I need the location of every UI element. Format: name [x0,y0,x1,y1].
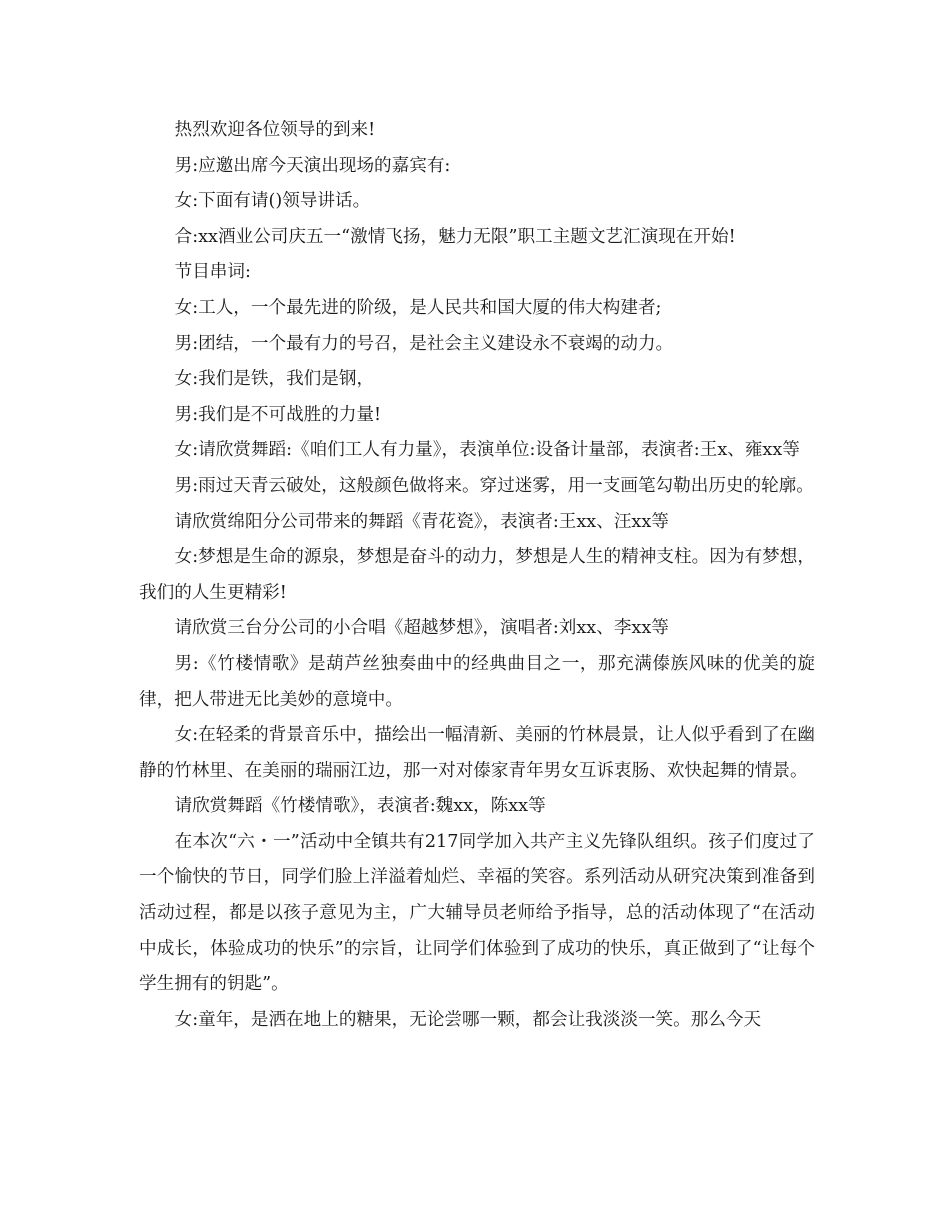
paragraph-welcome: 热烈欢迎各位领导的到来! [174,120,376,140]
paragraph-workers: 女:工人，一个最先进的阶级，是人民共和国大厦的伟大构建者; [174,297,662,318]
paragraph-unity: 男:团结，一个最有力的号召，是社会主义建设永不衰竭的动力。 [174,333,674,354]
paragraph-opening: 合:xx酒业公司庆五一“激情飞扬，魅力无限”职工主题文艺汇演现在开始! [174,226,736,247]
paragraph-blue-white-porcelain: 请欣赏绵阳分公司带来的舞蹈《青花瓷》，表演者:王xx、汪xx等 [174,511,669,532]
paragraph-invincible: 男:我们是不可战胜的力量! [174,404,382,425]
paragraph-bamboo-dance: 请欣赏舞蹈《竹楼情歌》，表演者:魏xx，陈xx等 [174,796,546,817]
paragraph-dream: 女:梦想是生命的源泉，梦想是奋斗的动力，梦想是人生的精神支柱。因为有梦想，我们的人生更精彩! [139,547,815,603]
paragraph-chorus: 请欣赏三台分公司的小合唱《超越梦想》，演唱者:刘xx、李xx等 [174,618,669,639]
paragraph-guests: 男:应邀出席今天演出现场的嘉宾有: [174,155,451,176]
paragraph-iron-steel: 女:我们是铁，我们是钢， [174,369,375,390]
paragraph-childhood: 女:童年，是洒在地上的糖果，无论尝哪一颗，都会让我淡淡一笑。那么今天 [174,1009,762,1030]
paragraph-childrens-day: 在本次“六・一”活动中全镇共有217同学加入共产主义先锋队组织。孩子们度过了一个愉快的节日，同学们脸上洋溢着灿烂、幸福的笑容。系列活动从研究决策到准备到活动过程，都是以孩子意见为主，广大辅导员老师给予指导，总的活动体现了“在活动中成长，体验成功的快乐”的宗旨，让同学们体验到了成功的快乐，真正做到了“让每个学生拥有的钥匙”。 [139,831,815,995]
paragraph-bamboo-forest: 女:在轻柔的背景音乐中，描绘出一幅清新、美丽的竹林晨景，让人似乎看到了在幽静的竹林里、在美丽的瑞丽江边，那一对对傣家青年男女互诉衷肠、欢快起舞的情景。 [139,725,815,781]
paragraph-leader-speech: 女:下面有请()领导讲话。 [174,191,371,212]
paragraph-dance-workers: 女:请欣赏舞蹈:《咱们工人有力量》，表演单位:设备计量部，表演者:王x、雍xx等 [174,440,800,461]
document-body [139,113,815,1038]
paragraph-bamboo-song-intro: 男:《竹楼情歌》是葫芦丝独奏曲中的经典曲目之一，那充满傣族风味的优美的旋律，把人带进无比美妙的意境中。 [139,653,815,710]
paragraph-rain-sky: 男:雨过天青云破处，这般颜色做将来。穿过迷雾，用一支画笔勾勒出历史的轮廓。 [174,475,814,496]
paragraph-program-heading: 节目串词: [174,262,251,283]
